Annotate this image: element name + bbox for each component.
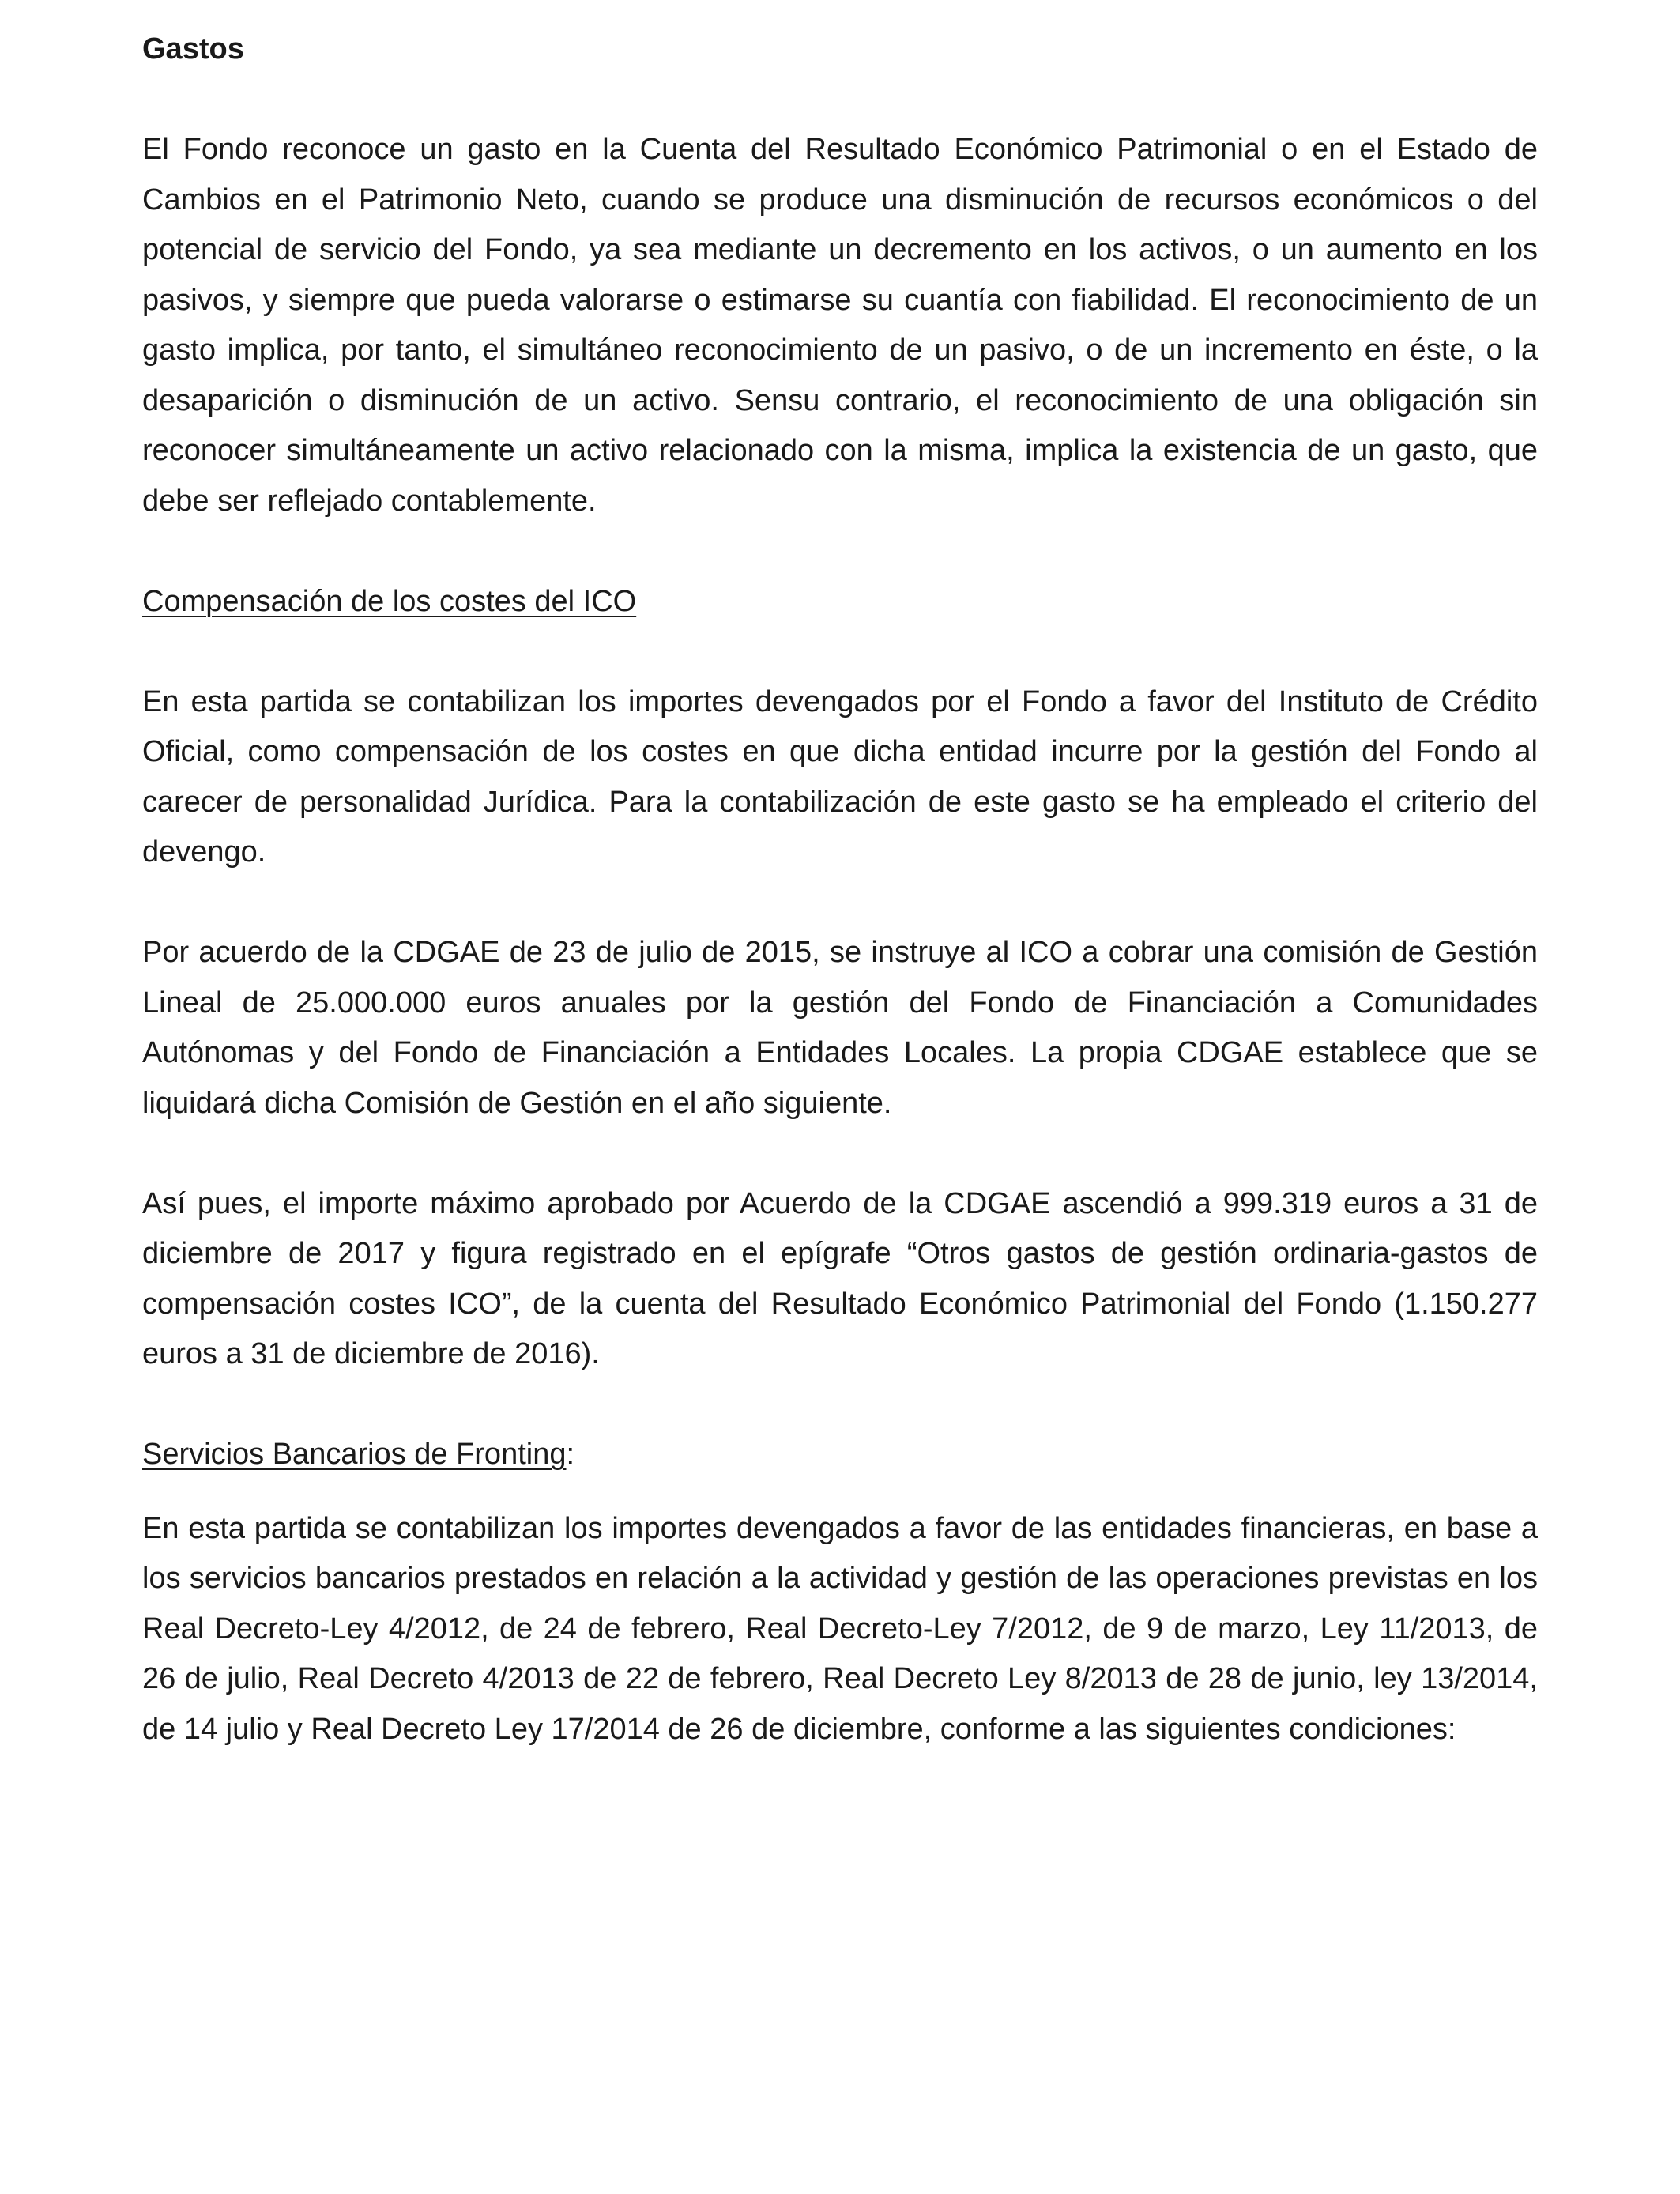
paragraph-ico-1: En esta partida se contabilizan los importes devengados por el Fondo a favor del Instituto de Crédito Oficial, como compensación de los costes en que dicha entidad incurre por la gestión del Fondo al carecer de personalidad Jurídica. Para la contabilización de este gasto se ha empleado el criterio del devengo. [142, 684, 1538, 869]
spacer [142, 1129, 1538, 1179]
spacer [142, 1480, 1538, 1504]
spacer [142, 1380, 1538, 1431]
spacer [142, 878, 1538, 929]
section-heading-gastos: Gastos [142, 32, 244, 66]
subheading-ico [142, 577, 1538, 628]
paragraph-ico-3: Así pues, el importe máximo aprobado por Acuerdo de la CDGAE ascendió a 999.319 euros a 31 de diciembre de 2017 y figura registrado en el epígrafe “Otros gastos de gestión ordinaria-gastos de compensación costes ICO”, de la cuenta del Resultado Económico Patrimonial del Fondo (1.150.277 euros a 31 de diciembre de 2016). [142, 1186, 1538, 1370]
subheading-fronting [142, 1430, 1538, 1480]
document-page [142, 24, 1538, 1755]
subheading-fronting-colon: : [566, 1438, 575, 1471]
paragraph-fronting-1: En esta partida se contabilizan los importes devengados a favor de las entidades financieras, en base a los servicios bancarios prestados en relación a la actividad y gestión de las operaciones previstas en los Real Decreto-Ley 4/2012, de 24 de febrero, Real Decreto-Ley 7/2012, de 9 de marzo, Ley 11/2013, de 26 de julio, Real Decreto 4/2013 de 22 de febrero, Real Decreto Ley 8/2013 de 28 de junio, ley 13/2014, de 14 julio y Real Decreto Ley 17/2014 de 26 de diciembre, conforme a las siguientes condiciones: [142, 1511, 1538, 1746]
spacer [142, 627, 1538, 677]
subheading-fronting-text: Servicios Bancarios de Fronting [142, 1438, 567, 1471]
spacer [142, 526, 1538, 577]
subheading-ico-text: Compensación de los costes del ICO [142, 584, 637, 618]
paragraph-ico-2: Por acuerdo de la CDGAE de 23 de julio de 2015, se instruye al ICO a cobrar una comisión de Gestión Lineal de 25.000.000 euros anuales por la gestión del Fondo de Financiación a Comunidades Autónomas y del Fondo de Financiación a Entidades Locales. La propia CDGAE establece que se liquidará dicha Comisión de Gestión en el año siguiente. [142, 936, 1538, 1120]
paragraph-gastos-definition: El Fondo reconoce un gasto en la Cuenta del Resultado Económico Patrimonial o en el Estado de Cambios en el Patrimonio Neto, cuando se produce una disminución de recursos económicos o del potencial de servicio del Fondo, ya sea mediante un decremento en los activos, o un aumento en los pasivos, y siempre que pueda valorarse o estimarse su cuantía con fiabilidad. El reconocimiento de un gasto implica, por tanto, el simultáneo reconocimiento de un pasivo, o de un incremento en éste, o la desaparición o disminución de un activo. Sensu contrario, el reconocimiento de una obligación sin reconocer simultáneamente un activo relacionado con la misma, implica la existencia de un gasto, que debe ser reflejado contablemente. [142, 133, 1538, 518]
